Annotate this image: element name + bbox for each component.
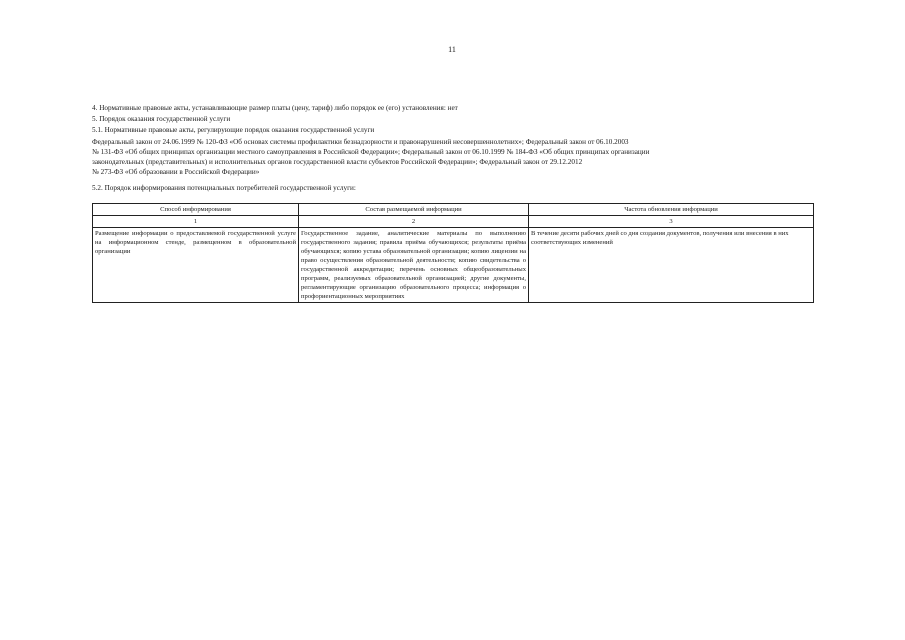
table-row bbox=[93, 228, 814, 303]
header-method: Способ информирования bbox=[93, 204, 299, 216]
law-line-2: № 131-ФЗ «Об общих принципах организации местного самоуправления в Российской Федерации»; Федеральный закон от 06.10.1999 № 184-ФЗ «Об общих принципах организации bbox=[92, 148, 650, 156]
laws-list bbox=[92, 137, 812, 177]
column-number-3: 3 bbox=[529, 216, 814, 228]
law-line-1: Федеральный закон от 24.06.1999 № 120-ФЗ «Об основах системы профилактики безнадзорности и правонарушений несовершеннолетних»; Федеральный закон от 06.10.2003 bbox=[92, 138, 629, 146]
information-table bbox=[92, 203, 814, 303]
header-frequency: Частота обновления информации bbox=[529, 204, 814, 216]
cell-frequency: В течение десяти рабочих дней со дня создания документов, получения или внесения в них соответствующих изменений bbox=[529, 228, 814, 303]
paragraph-service-order: 5. Порядок оказания государственной услуги bbox=[92, 115, 231, 123]
section-4-heading bbox=[92, 103, 812, 113]
column-number-1: 1 bbox=[93, 216, 299, 228]
law-line-3: законодательных (представительных) и исполнительных органов государственной власти субъектов Российской Федерации»; Федеральный закон от 29.12.2012 bbox=[92, 158, 583, 166]
section-5-heading bbox=[92, 114, 812, 124]
table-header-row bbox=[93, 204, 814, 216]
section-5-1-heading bbox=[92, 125, 812, 135]
cell-content: Государственное задание, аналитические материалы по выполнению государственного задания; правила приёма обучающихся; результаты приёма обучающихся; копию устава образовательной организации; копию лицензии на право осуществления образовательной деятельности; копию свидетельства о государственной аккредитации; перечень основных общеобразовательных программ, реализуемых образовательной организацией; другие документы, регламентирующие организацию образовательного процесса; информация о профориентационных мероприятиях bbox=[299, 228, 529, 303]
page-number: 11 bbox=[448, 45, 456, 54]
header-content: Состав размещаемой информации bbox=[299, 204, 529, 216]
paragraph-regulatory-acts: 5.1. Нормативные правовые акты, регулирующие порядок оказания государственной услуги bbox=[92, 126, 375, 134]
section-5-2-heading: 5.2. Порядок информирования потенциальных потребителей государственной услуги: bbox=[92, 184, 356, 192]
paragraph-payment-acts: 4. Нормативные правовые акты, устанавливающие размер платы (цену, тариф) либо порядок ее (его) установления: нет bbox=[92, 104, 458, 112]
cell-method: Размещение информации о предоставляемой государственной услуге на информационном стенде, размещенном в образовательной организации bbox=[93, 228, 299, 303]
column-number-2: 2 bbox=[299, 216, 529, 228]
law-line-4: № 273-ФЗ «Об образовании в Российской Федерации» bbox=[92, 168, 260, 176]
table-number-row bbox=[93, 216, 814, 228]
